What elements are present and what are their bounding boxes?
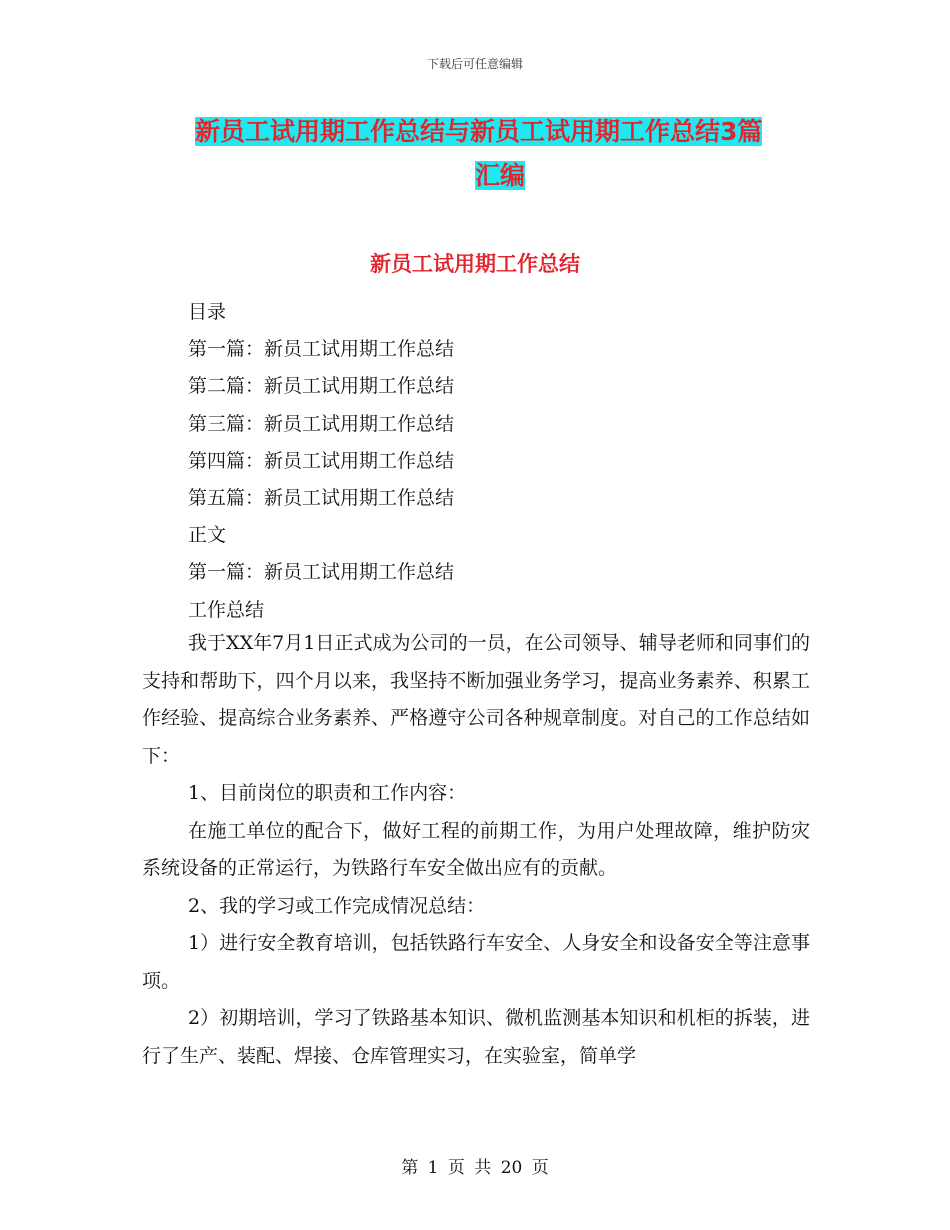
section-subtitle: 新员工试用期工作总结 [370, 252, 580, 276]
table-of-contents [188, 294, 828, 629]
title-line-2: 汇编 [474, 161, 525, 190]
title-line-1: 新员工试用期工作总结与新员工试用期工作总结3篇 [195, 117, 763, 146]
paragraph: 在施工单位的配合下，做好工程的前期工作，为用户处理故障，维护防灾系统设备的正常运行，为铁路行车安全做出应有的贡献。 [142, 819, 810, 879]
toc-item: 第二篇：新员工试用期工作总结 [188, 375, 455, 398]
page-footer: 第 1 页 共 20 页 [401, 1158, 549, 1178]
toc-item: 第五篇：新员工试用期工作总结 [188, 486, 455, 509]
paragraph: 1、目前岗位的职责和工作内容： [188, 782, 467, 804]
toc-heading: 目录 [188, 301, 227, 323]
toc-item: 第一篇：新员工试用期工作总结 [188, 338, 455, 361]
paragraph: 2、我的学习或工作完成情况总结： [188, 894, 486, 917]
body-text [142, 625, 810, 1075]
paragraph: 我于XX年7月1日正式成为公司的一员，在公司领导、辅导老师和同事们的支持和帮助下，四个月以来，我坚持不断加强业务学习，提高业务素养、积累工作经验、提高综合业务素养、严格遵守公司各种规章制度。对自己的工作总结如下： [142, 632, 810, 767]
toc-item: 第三篇：新员工试用期工作总结 [188, 412, 455, 435]
main-text-heading: 正文 [188, 524, 227, 547]
header-note: 下载后可任意编辑 [426, 57, 523, 71]
paragraph: 2）初期培训，学习了铁路基本知识、微机监测基本知识和机柜的拆装，进行了生产、装配、焊接、仓库管理实习，在实验室，简单学 [142, 1007, 810, 1067]
document-title [195, 110, 805, 198]
toc-item: 第四篇：新员工试用期工作总结 [188, 449, 455, 472]
chapter-heading: 第一篇：新员工试用期工作总结 [188, 561, 455, 584]
paragraph: 1）进行安全教育培训，包括铁路行车安全、人身安全和设备安全等注意事项。 [142, 932, 810, 992]
section-heading: 工作总结 [188, 598, 265, 621]
